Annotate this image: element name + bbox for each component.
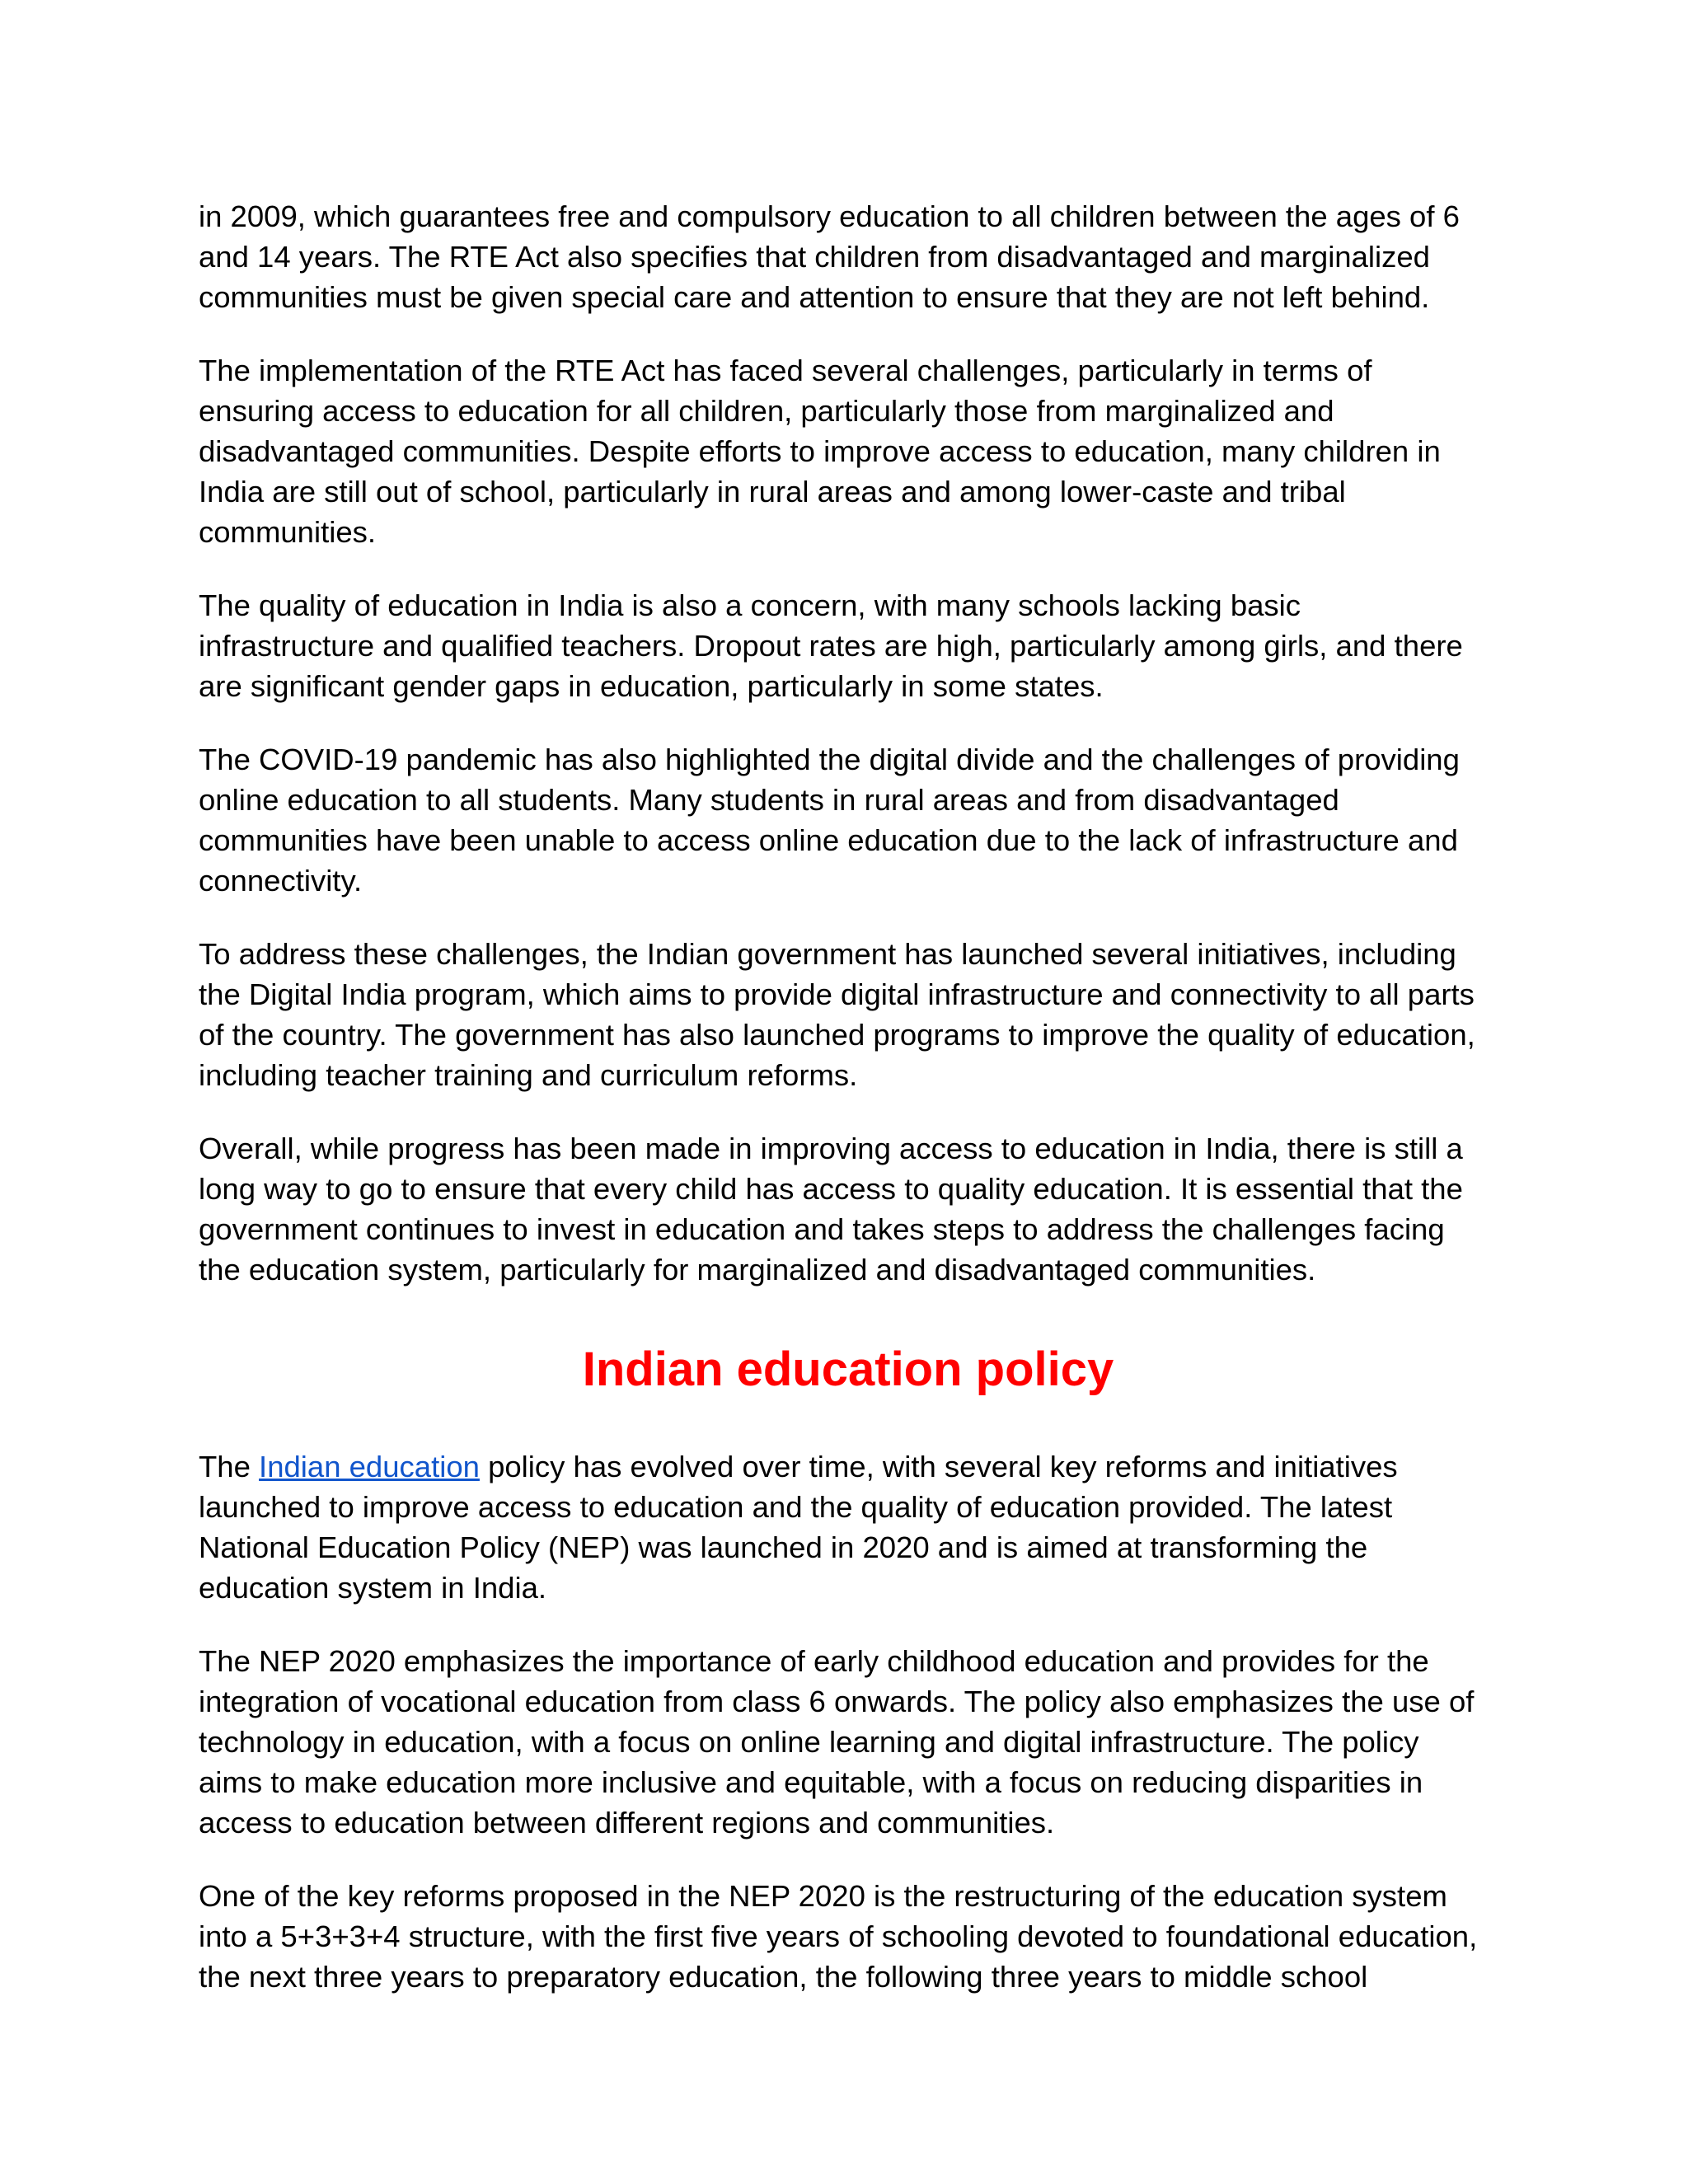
paragraph-nep-early-childhood: The NEP 2020 emphasizes the importance of early childhood education and provides for the integration of vocational education from class 6 onwards. The policy also emphasizes the use of technology in education, with a focus on online learning and digital infrastructure. The policy aims to make education more inclusive and equitable, with a focus on reducing disparities in access to education between different regions and communities. <box>199 1644 1475 1840</box>
paragraph-education-quality: The quality of education in India is also a concern, with many schools lacking basic infrastructure and qualified teachers. Dropout rates are high, particularly among girls, and there are significant gender gaps in education, particularly in some states. <box>199 588 1463 703</box>
paragraph-rte-act: in 2009, which guarantees free and compulsory education to all children between the ages of 6 and 14 years. The RTE Act also specifies that children from disadvantaged and marginalized communities must be given special care and attention to ensure that they are not left behind. <box>199 199 1460 314</box>
paragraph-government-initiatives: To address these challenges, the Indian government has launched several initiatives, including the Digital India program, which aims to provide digital infrastructure and connectivity to all parts of the country. The government has also launched programs to improve the quality of education, including teacher training and curriculum reforms. <box>199 937 1475 1092</box>
paragraph-covid-digital-divide: The COVID-19 pandemic has also highlighted the digital divide and the challenges of providing online education to all students. Many students in rural areas and from disadvantaged communities have been unable to access online education due to the lack of infrastructure and connectivity. <box>199 743 1460 898</box>
paragraph-overall-progress: Overall, while progress has been made in improving access to education in India, there is still a long way to go to ensure that every child has access to quality education. It is essential that the government continues to invest in education and takes steps to address the challenges facing the education system, particularly for marginalized and disadvantaged communities. <box>199 1132 1463 1286</box>
section-heading: Indian education policy <box>582 1343 1114 1396</box>
paragraph-rte-challenges: The implementation of the RTE Act has faced several challenges, particularly in terms of ensuring access to education for all children, particularly those from marginalized and disadvantaged communities. Despite efforts to improve access to education, many children in India are still out of school, particularly in rural areas and among lower-caste and tribal communities. <box>199 354 1441 549</box>
paragraph-policy-intro-lead: The <box>199 1450 260 1483</box>
indian-education-link[interactable]: Indian education <box>259 1450 480 1483</box>
paragraph-policy-intro-rest: policy has evolved over time, with several key reforms and initiatives launched to improve access to education and the quality of education provided. The latest National Education Policy (NEP) was launched in 2020 and is aimed at transforming the education system in India. <box>199 1450 1398 1605</box>
document-page <box>199 196 1498 2030</box>
paragraph-nep-restructuring: One of the key reforms proposed in the NEP 2020 is the restructuring of the education system into a 5+3+3+4 structure, with the first five years of schooling devoted to foundational education, the next three years to preparatory education, the following three years to middle school <box>199 1879 1478 1994</box>
paragraph-policy-intro <box>199 1446 1498 1608</box>
